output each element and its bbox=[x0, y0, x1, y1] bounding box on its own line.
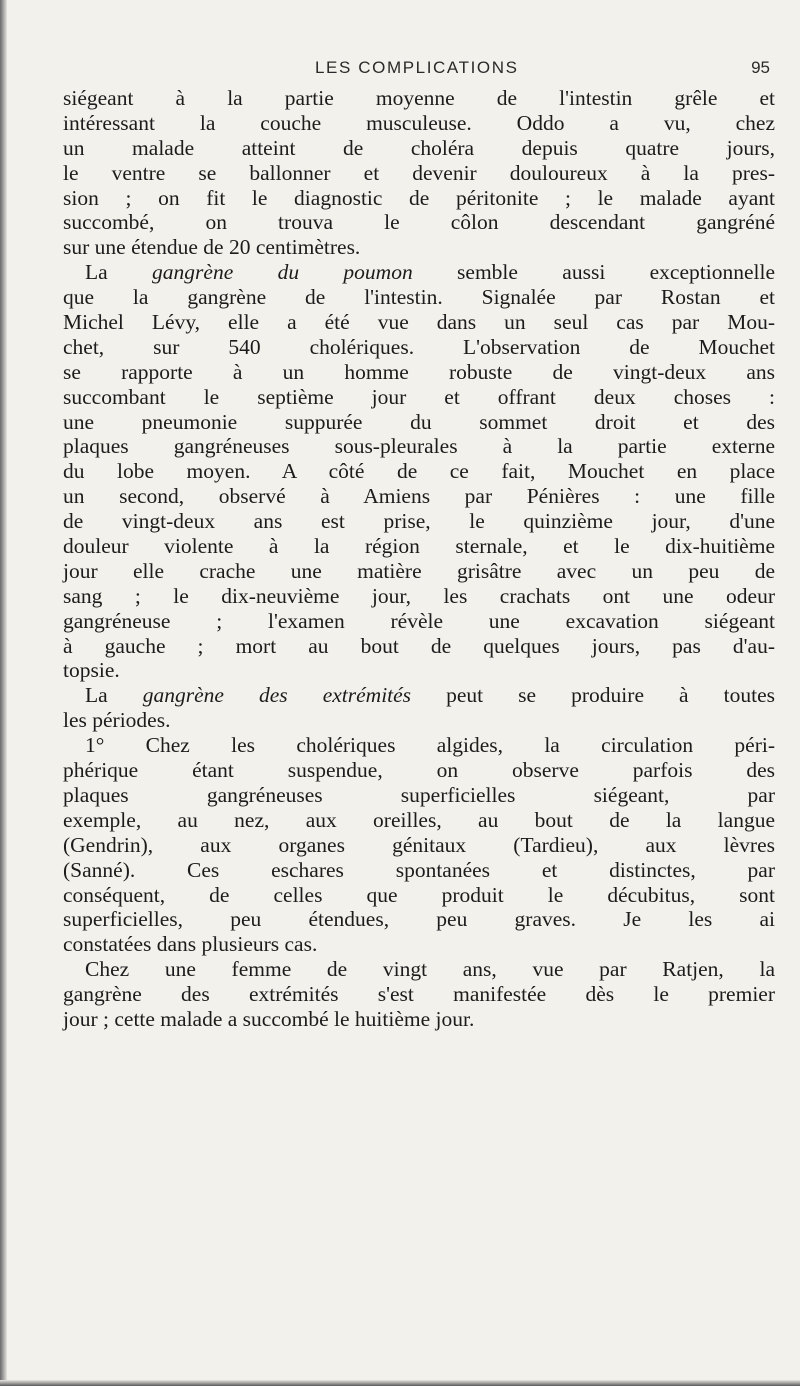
text-line: de vingt-deux ans est prise, le quinzième jour, d'une bbox=[63, 509, 775, 534]
text-line bbox=[63, 683, 775, 708]
body-text bbox=[63, 86, 775, 1032]
text-line: Chez une femme de vingt ans, vue par Ratjen, la bbox=[85, 957, 775, 982]
text-line: plaques gangréneuses superficielles siégeant, par bbox=[63, 782, 775, 807]
text-line: constatées dans plusieurs cas. bbox=[63, 932, 318, 957]
text-line: siégeant à la partie moyenne de l'intestin grêle et bbox=[63, 86, 775, 110]
page-number: 95 bbox=[751, 58, 770, 77]
text-line: 1° Chez les cholériques algides, la circulation péri- bbox=[85, 733, 775, 758]
text-line: un malade atteint de choléra depuis quatre jours, bbox=[63, 135, 775, 160]
page-left-edge bbox=[0, 0, 7, 1386]
text-line: chet, sur 540 cholériques. L'observation de Mouchet bbox=[63, 334, 775, 359]
italic-term: gangrène du poumon bbox=[152, 260, 413, 285]
text-line: conséquent, de celles que produit le décubitus, sont bbox=[63, 882, 775, 907]
text-line: douleur violente à la région sternale, et le dix-huitième bbox=[63, 534, 775, 559]
text-line: (Sanné). Ces eschares spontanées et distinctes, par bbox=[63, 857, 775, 882]
running-head: LES COMPLICATIONS bbox=[315, 58, 519, 77]
text-line: sion ; on fit le diagnostic de péritonite ; le malade ayant bbox=[63, 185, 775, 210]
text-line: succombant le septième jour et offrant deux choses : bbox=[63, 384, 775, 409]
text-run: La bbox=[85, 683, 143, 708]
text-run: La bbox=[85, 260, 153, 285]
text-line: se rapporte à un homme robuste de vingt-deux ans bbox=[63, 359, 775, 384]
text-line: gangréneuse ; l'examen révèle une excavation siégeant bbox=[63, 608, 775, 633]
italic-term: gangrène des extrémités bbox=[142, 683, 412, 708]
text-line: plaques gangréneuses sous-pleurales à la partie externe bbox=[63, 434, 775, 459]
text-line: succombé, on trouva le côlon descendant gangréné bbox=[63, 210, 775, 235]
text-line: sur une étendue de 20 centimètres. bbox=[63, 235, 361, 260]
text-line: jour elle crache une matière grisâtre avec un peu de bbox=[63, 558, 775, 583]
page-header bbox=[110, 58, 770, 88]
text-line: superficielles, peu étendues, peu graves. Je les ai bbox=[63, 907, 775, 932]
text-line: Michel Lévy, elle a été vue dans un seul cas par Mou- bbox=[63, 310, 775, 335]
text-line: intéressant la couche musculeuse. Oddo a vu, chez bbox=[63, 110, 775, 135]
text-line: phérique étant suspendue, on observe parfois des bbox=[63, 758, 775, 783]
text-line: que la gangrène de l'intestin. Signalée par Rostan et bbox=[63, 285, 775, 310]
text-line: le ventre se ballonner et devenir douloureux à la pres- bbox=[63, 160, 775, 185]
text-line: une pneumonie suppurée du sommet droit et des bbox=[63, 409, 775, 434]
text-line: les périodes. bbox=[63, 708, 171, 733]
page-bottom-edge bbox=[0, 1380, 800, 1386]
text-line: topsie. bbox=[63, 658, 120, 683]
text-line: du lobe moyen. A côté de ce fait, Mouchet en place bbox=[63, 459, 775, 484]
text-line: gangrène des extrémités s'est manifestée dès le premier bbox=[63, 982, 775, 1007]
text-line bbox=[63, 260, 775, 285]
text-line: un second, observé à Amiens par Pénières : une fille bbox=[63, 484, 775, 509]
text-line: à gauche ; mort au bout de quelques jours, pas d'au- bbox=[63, 633, 775, 658]
text-line: exemple, au nez, aux oreilles, au bout de la langue bbox=[63, 807, 775, 832]
text-line: sang ; le dix-neuvième jour, les crachats ont une odeur bbox=[63, 583, 775, 608]
text-run: peut se produire à toutes bbox=[411, 683, 775, 708]
text-line: (Gendrin), aux organes génitaux (Tardieu), aux lèvres bbox=[63, 832, 775, 857]
text-line: jour ; cette malade a succombé le huitième jour. bbox=[63, 1006, 475, 1031]
text-run: semble aussi exceptionnelle bbox=[412, 260, 775, 285]
